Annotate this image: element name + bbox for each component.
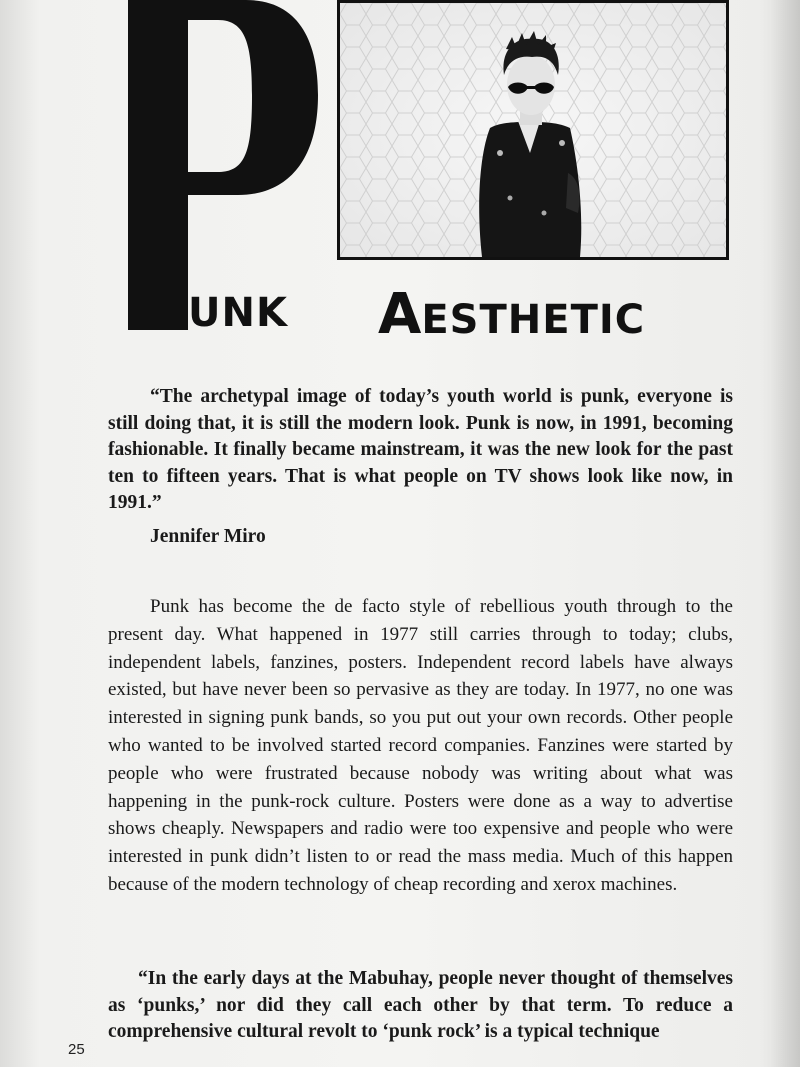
title-word-unk: UNK — [188, 290, 288, 336]
punk-portrait-photo — [337, 0, 729, 260]
photo-image — [340, 3, 726, 257]
drop-cap-p — [128, 0, 318, 330]
opening-quote: “The archetypal image of today’s youth world is punk, everyone is still doing that, it is still the modern look. Punk is now, in 1991, becoming fashionable. It finally became mainstream, it was the new look for the past ten to fifteen years. That is what people on TV shows look like now, in 1991.” — [108, 386, 733, 513]
page-edge-shadow — [770, 0, 800, 1067]
second-quote: “In the early days at the Mabuhay, people never thought of themselves as ‘punks,’ nor did they call each other by that term. To reduce a comprehensive cultural revolt to ‘punk rock’ is a typical technique — [108, 968, 733, 1042]
title-word-aesthetic: AESTHETIC — [378, 282, 646, 347]
quote-attribution: Jennifer Miro — [150, 526, 266, 547]
page-number: 25 — [68, 1041, 85, 1058]
body-paragraph: Punk has become the de facto style of rebellious youth through to the present day. What happened in 1977 still carries through to today; clubs, independent labels, fanzines, posters. Independent record labels have always existed, but have never been so pervasive as they are today. In 1977, no one was interested in signing punk bands, so you put out your own records. Other people who wanted to be involved started record companies. Fanzines were started by people who were frustrated because nobody was writing about what was happening in the punk-rock culture. Posters were done as a way to advertise shows cheaply. Newspapers and radio were too expensive and people who were interested in punk didn’t listen to or read the mass media. Much of this happen because of the modern technology of cheap recording and xerox machines. — [108, 596, 733, 895]
page-title — [188, 282, 728, 352]
